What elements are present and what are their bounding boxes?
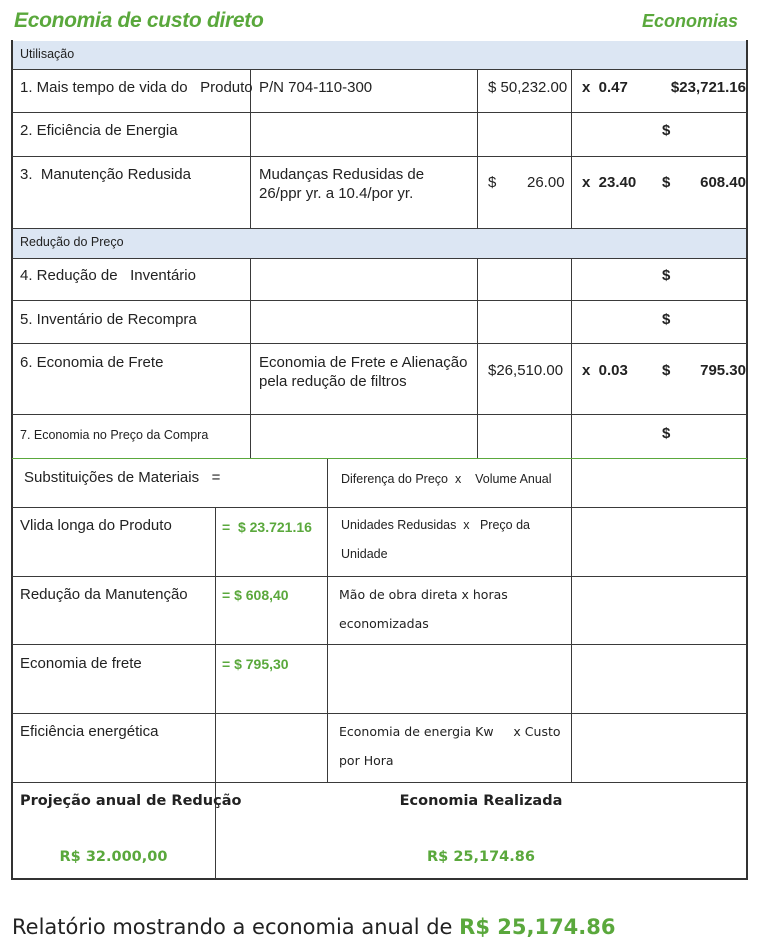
table-left-border (11, 40, 13, 880)
row-1-label: 1. Mais tempo de vida do Produto (20, 79, 253, 96)
row-7-label: 7. Economia no Preço da Compra (20, 428, 209, 442)
bottom-item-1-label: Vlida longa do Produto (20, 517, 172, 534)
row-7-savings-sign: $ (662, 425, 671, 442)
row-divider (12, 228, 747, 229)
row-divider (12, 69, 747, 70)
row-6-desc: Economia de Frete e Alienação pela redução de filtros (259, 354, 468, 390)
table-bottom-border (11, 878, 748, 880)
row-divider (12, 300, 747, 301)
row-6-multiplier: x 0.03 (582, 362, 628, 379)
row-3-savings-sign: $ (662, 174, 671, 191)
bottom-item-3-value: = $ 795,30 (222, 656, 289, 672)
materials-substitution-formula: Diferença do Preço x Volume Anual (341, 472, 552, 486)
table-right-border (746, 40, 748, 880)
column-divider (571, 69, 572, 228)
row-divider (12, 343, 747, 344)
column-divider (571, 258, 572, 458)
report-caption-text: Relatório mostrando a economia anual de (12, 915, 453, 939)
row-4-label: 4. Redução de Inventário (20, 267, 196, 284)
section-band-usage (13, 41, 747, 69)
row-3-savings: 608.40 (700, 174, 746, 191)
row-1-value: $ 50,232.00 (488, 79, 568, 96)
row-divider (12, 644, 747, 645)
bottom-item-2-value: = $ 608,40 (222, 587, 289, 603)
column-divider (215, 507, 216, 879)
row-5-savings-sign: $ (662, 311, 671, 328)
row-divider (12, 782, 747, 783)
row-divider (12, 713, 747, 714)
row-4-savings-sign: $ (662, 267, 671, 284)
section-label-usage: Utilisação (20, 47, 75, 61)
column-divider (477, 69, 478, 228)
row-6-savings: 795.30 (700, 362, 746, 379)
page-title: Economia de custo direto (14, 9, 264, 32)
row-3-desc: Mudanças Redusidas de 26/ppr yr. a 10.4/por yr. (259, 166, 425, 202)
savings-column-title: Economias (641, 11, 738, 31)
bottom-item-3-label: Economia de frete (20, 655, 142, 672)
row-1-multiplier: x 0.47 (582, 79, 628, 96)
materials-substitution-label: Substituições de Materiais = (24, 469, 221, 486)
projection-label: Projeção anual de Redução (20, 793, 242, 809)
column-divider (327, 459, 328, 782)
row-divider (12, 576, 747, 577)
projection-value: R$ 32.000,00 (59, 849, 168, 865)
column-divider (477, 258, 478, 458)
row-divider (12, 156, 747, 157)
row-2-savings-sign: $ (662, 122, 671, 139)
bottom-item-4-label: Eficiência energética (20, 723, 159, 740)
row-6-label: 6. Economia de Frete (20, 354, 164, 371)
report-caption (12, 915, 616, 939)
column-divider (571, 459, 572, 782)
row-6-savings-sign: $ (662, 362, 671, 379)
row-3-multiplier: x 23.40 (582, 174, 637, 191)
row-3-value-sign: $ (488, 174, 497, 191)
row-3-value: 26.00 (527, 174, 565, 191)
row-1-savings: $23,721.16 (670, 79, 746, 96)
report-caption-amount: R$ 25,174.86 (459, 915, 616, 939)
column-divider (250, 112, 251, 228)
bottom-item-1-formula: Unidades Redusidas x Preço da Unidade (341, 518, 534, 561)
bottom-item-4-formula: Economia de energia Kw x Custo por Hora (339, 724, 565, 768)
row-divider (12, 258, 747, 259)
row-6-value: $26,510.00 (488, 362, 564, 379)
realized-value: R$ 25,174.86 (427, 849, 535, 865)
row-5-label: 5. Inventário de Recompra (20, 311, 197, 328)
column-divider (250, 258, 251, 458)
section-divider-green (12, 458, 747, 459)
bottom-item-2-formula: Mão de obra direta x horas economizadas (339, 587, 508, 631)
bottom-item-1-value: = $ 23.721.16 (222, 519, 312, 535)
bottom-item-2-label: Redução da Manutenção (20, 586, 188, 603)
row-divider (12, 112, 747, 113)
section-label-price-reduction: Redução do Preço (20, 235, 124, 249)
row-divider (12, 507, 747, 508)
row-1-desc: P/N 704-110-300 (259, 79, 373, 96)
realized-label: Economia Realizada (399, 793, 563, 809)
row-3-label: 3. Manutenção Redusida (20, 166, 191, 183)
row-divider (12, 414, 747, 415)
row-2-label: 2. Eficiência de Energia (20, 122, 178, 139)
